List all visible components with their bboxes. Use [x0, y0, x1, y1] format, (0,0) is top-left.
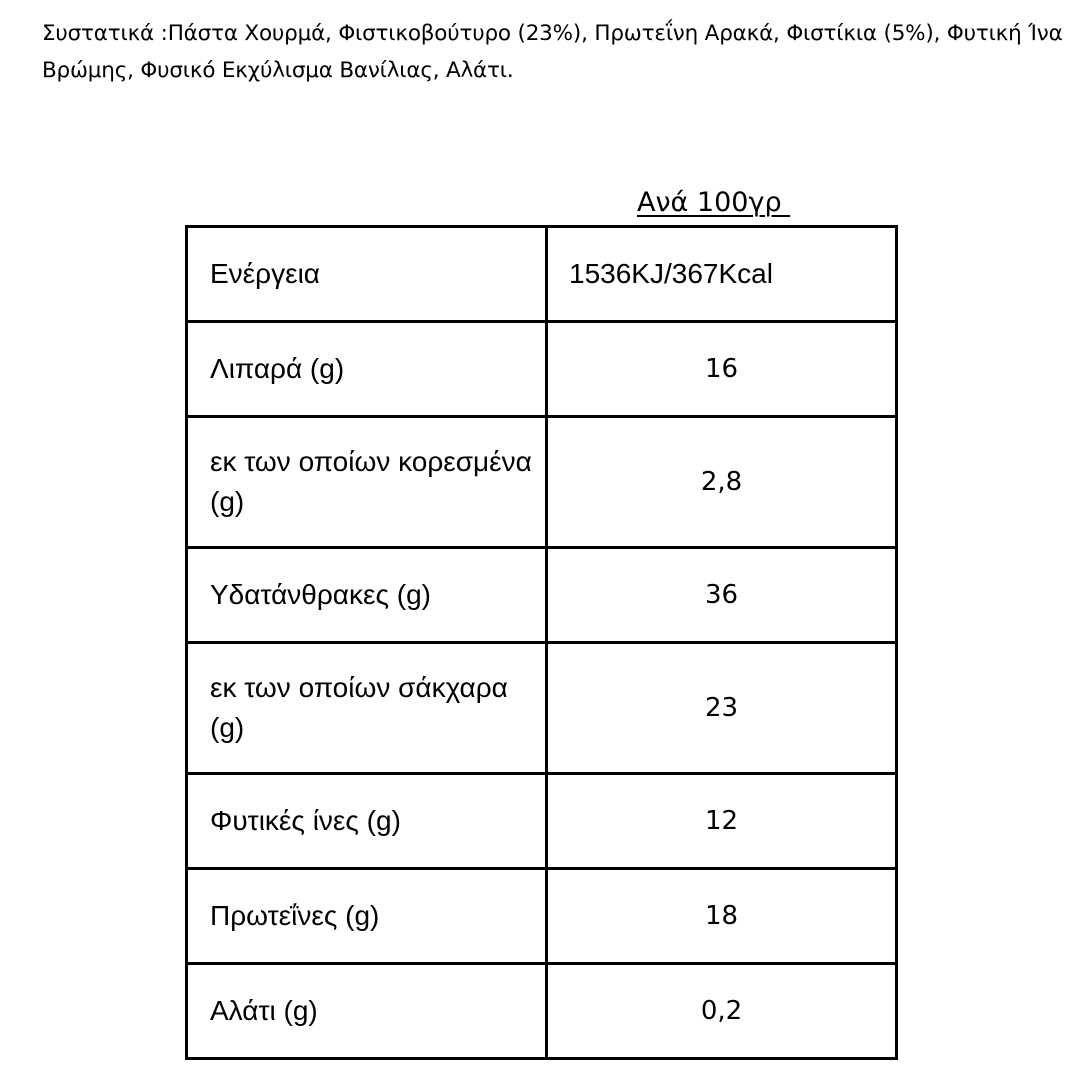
table-row-fat [187, 322, 897, 417]
row-value: 0,2 [547, 964, 897, 1059]
row-label: εκ των οποίων κορεσμένα (g) [187, 417, 547, 548]
row-label: Λιπαρά (g) [187, 322, 547, 417]
row-value: 16 [547, 322, 897, 417]
nutrition-table [185, 225, 898, 1060]
table-row-energy [187, 227, 897, 322]
row-value: 36 [547, 548, 897, 643]
row-value: 18 [547, 869, 897, 964]
row-value: 23 [547, 643, 897, 774]
row-label: Φυτικές ίνες (g) [187, 774, 547, 869]
row-value: 1536KJ/367Kcal [547, 227, 897, 322]
table-row-protein [187, 869, 897, 964]
row-label: εκ των οποίων σάκχαρα (g) [187, 643, 547, 774]
row-label: Ενέργεια [187, 227, 547, 322]
row-value: 12 [547, 774, 897, 869]
row-label: Αλάτι (g) [187, 964, 547, 1059]
table-row-salt [187, 964, 897, 1059]
row-label: Πρωτεΐνες (g) [187, 869, 547, 964]
table-row-sugars [187, 643, 897, 774]
row-label: Υδατάνθρακες (g) [187, 548, 547, 643]
ingredients-text: Συστατικά :Πάστα Χουρμά, Φιστικοβούτυρο (23%), Πρωτεΐνη Αρακά, Φιστίκια (5%), Φυτική Ίνα Βρώμης, Φυσικό Εκχύλισμα Βανίλιας, Αλάτι. [42, 21, 1063, 83]
table-row-fiber [187, 774, 897, 869]
table-row-carbohydrates [187, 548, 897, 643]
per-100g-header: Ανά 100γρ [637, 187, 791, 218]
table-row-saturated [187, 417, 897, 548]
row-value: 2,8 [547, 417, 897, 548]
